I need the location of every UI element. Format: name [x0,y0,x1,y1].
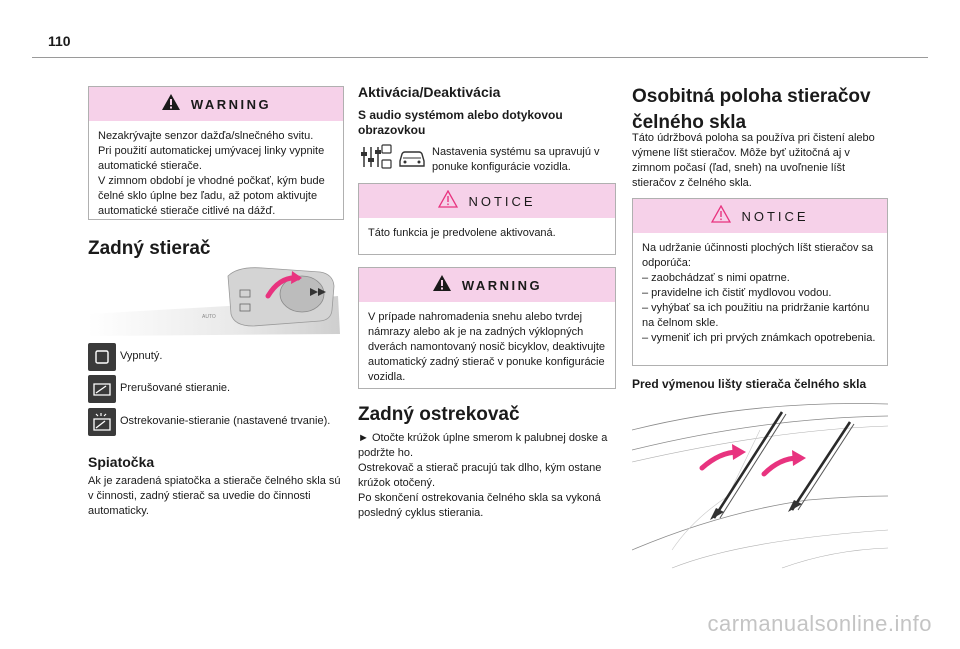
windshield-wipers-illustration [632,400,888,570]
warning-label: WARNING [190,96,272,112]
special-position-intro: Táto údržbová poloha sa používa pri čistení alebo výmene líšt stieračov. Môže byť užitočná aj v zimnom počasí (ľad, sneh) na uvoľnenie líšt stieračov z čelného skla. [632,132,875,189]
notice-box [358,183,616,255]
rear-wiper-item-intermittent [88,375,230,403]
activation-subtitle: S audio systémom alebo dotykovou obrazovkou [358,108,563,137]
settings-row [360,143,612,176]
car-icon [396,143,428,176]
notice-label: NOTICE [741,208,809,224]
settings-text: Nastavenia systému sa upravujú v ponuke konfigurácie vozidla. [432,146,600,173]
reverse-title: Spiatočka [88,454,155,470]
notice-box [632,198,888,366]
special-position-title: Osobitná poloha stieračov čelného skla [632,86,871,133]
notice-text: Na udržanie účinnosti plochých líšt stieračov sa odporúča: – zaobchádzať s nimi opatrne. – pravidelne ich čistiť mydlovou vodou. – vyhýbať sa ich použitiu na pridržanie kartónu na čelnom skle. – vymeniť ich pri prvých známkach opotrebenia. [642,242,876,344]
warning-text: Nezakrývajte senzor dažďa/slnečného svitu. Pri použití automatickej umývacej linky vypnite automatické stierače. V zimnom období je vhodné počkať, kým bude čelné sklo úplne bez ľadu, až potom aktivujte automatické stierače citlivé na dážď. [98,130,325,217]
notice-triangle-icon [438,190,458,213]
warning-header [89,87,343,121]
warning-triangle-icon [432,274,452,297]
rear-wiper-item-label: Prerušované stieranie. [120,382,231,394]
warning-header [359,268,615,302]
before-replacement-subtitle: Pred výmenou lišty stierača čelného skla [632,377,867,391]
warning-triangle-icon [161,93,181,116]
wiper-stalk-illustration [88,266,344,336]
notice-header [359,184,615,218]
warning-label: WARNING [461,277,543,293]
wiper-intermittent-icon [88,375,116,403]
rear-wiper-item-wash [88,408,330,436]
notice-header [633,199,887,233]
rear-wiper-title: Zadný stierač [88,238,211,259]
wiper-wash-icon [88,408,116,436]
warning-box [358,267,616,389]
rear-washer-text: ► Otočte krúžok úplne smerom k palubnej doske a podržte ho. Ostrekovač a stierač pracujú tak dlho, kým ostane krúžok otočený. Po skončení ostrekovania čelného skla sa vykoná posledný cyklus stierania. [358,432,608,519]
page-number: 110 [48,33,71,49]
top-divider [32,57,928,58]
wiper-off-icon [88,343,116,371]
settings-sliders-icon [360,143,392,176]
rear-washer-title: Zadný ostrekovač [358,404,520,425]
rear-wiper-item-off [88,343,162,371]
svg-text:AUTO: AUTO [202,314,216,320]
watermark: carmanualsonline.info [707,611,932,636]
warning-text: V prípade nahromadenia snehu alebo tvrdej námrazy alebo ak je na zadných výklopných dverách namontovaný nosič bicyklov, deaktivujte automatický zadný stierač v ponuke konfigurácie vozidla. [368,311,606,383]
notice-triangle-icon [711,205,731,228]
notice-text: Táto funkcia je predvolene aktivovaná. [368,227,556,239]
notice-label: NOTICE [468,193,536,209]
rear-wiper-item-label: Vypnutý. [120,350,163,362]
warning-box [88,86,344,220]
reverse-text: Ak je zaradená spiatočka a stierače čelného skla sú v činnosti, zadný stierač sa uvedie do činnosti automaticky. [88,475,341,517]
rear-wiper-item-label: Ostrekovanie-stieranie (nastavené trvanie). [120,415,331,427]
activation-title: Aktivácia/Deaktivácia [358,84,501,100]
